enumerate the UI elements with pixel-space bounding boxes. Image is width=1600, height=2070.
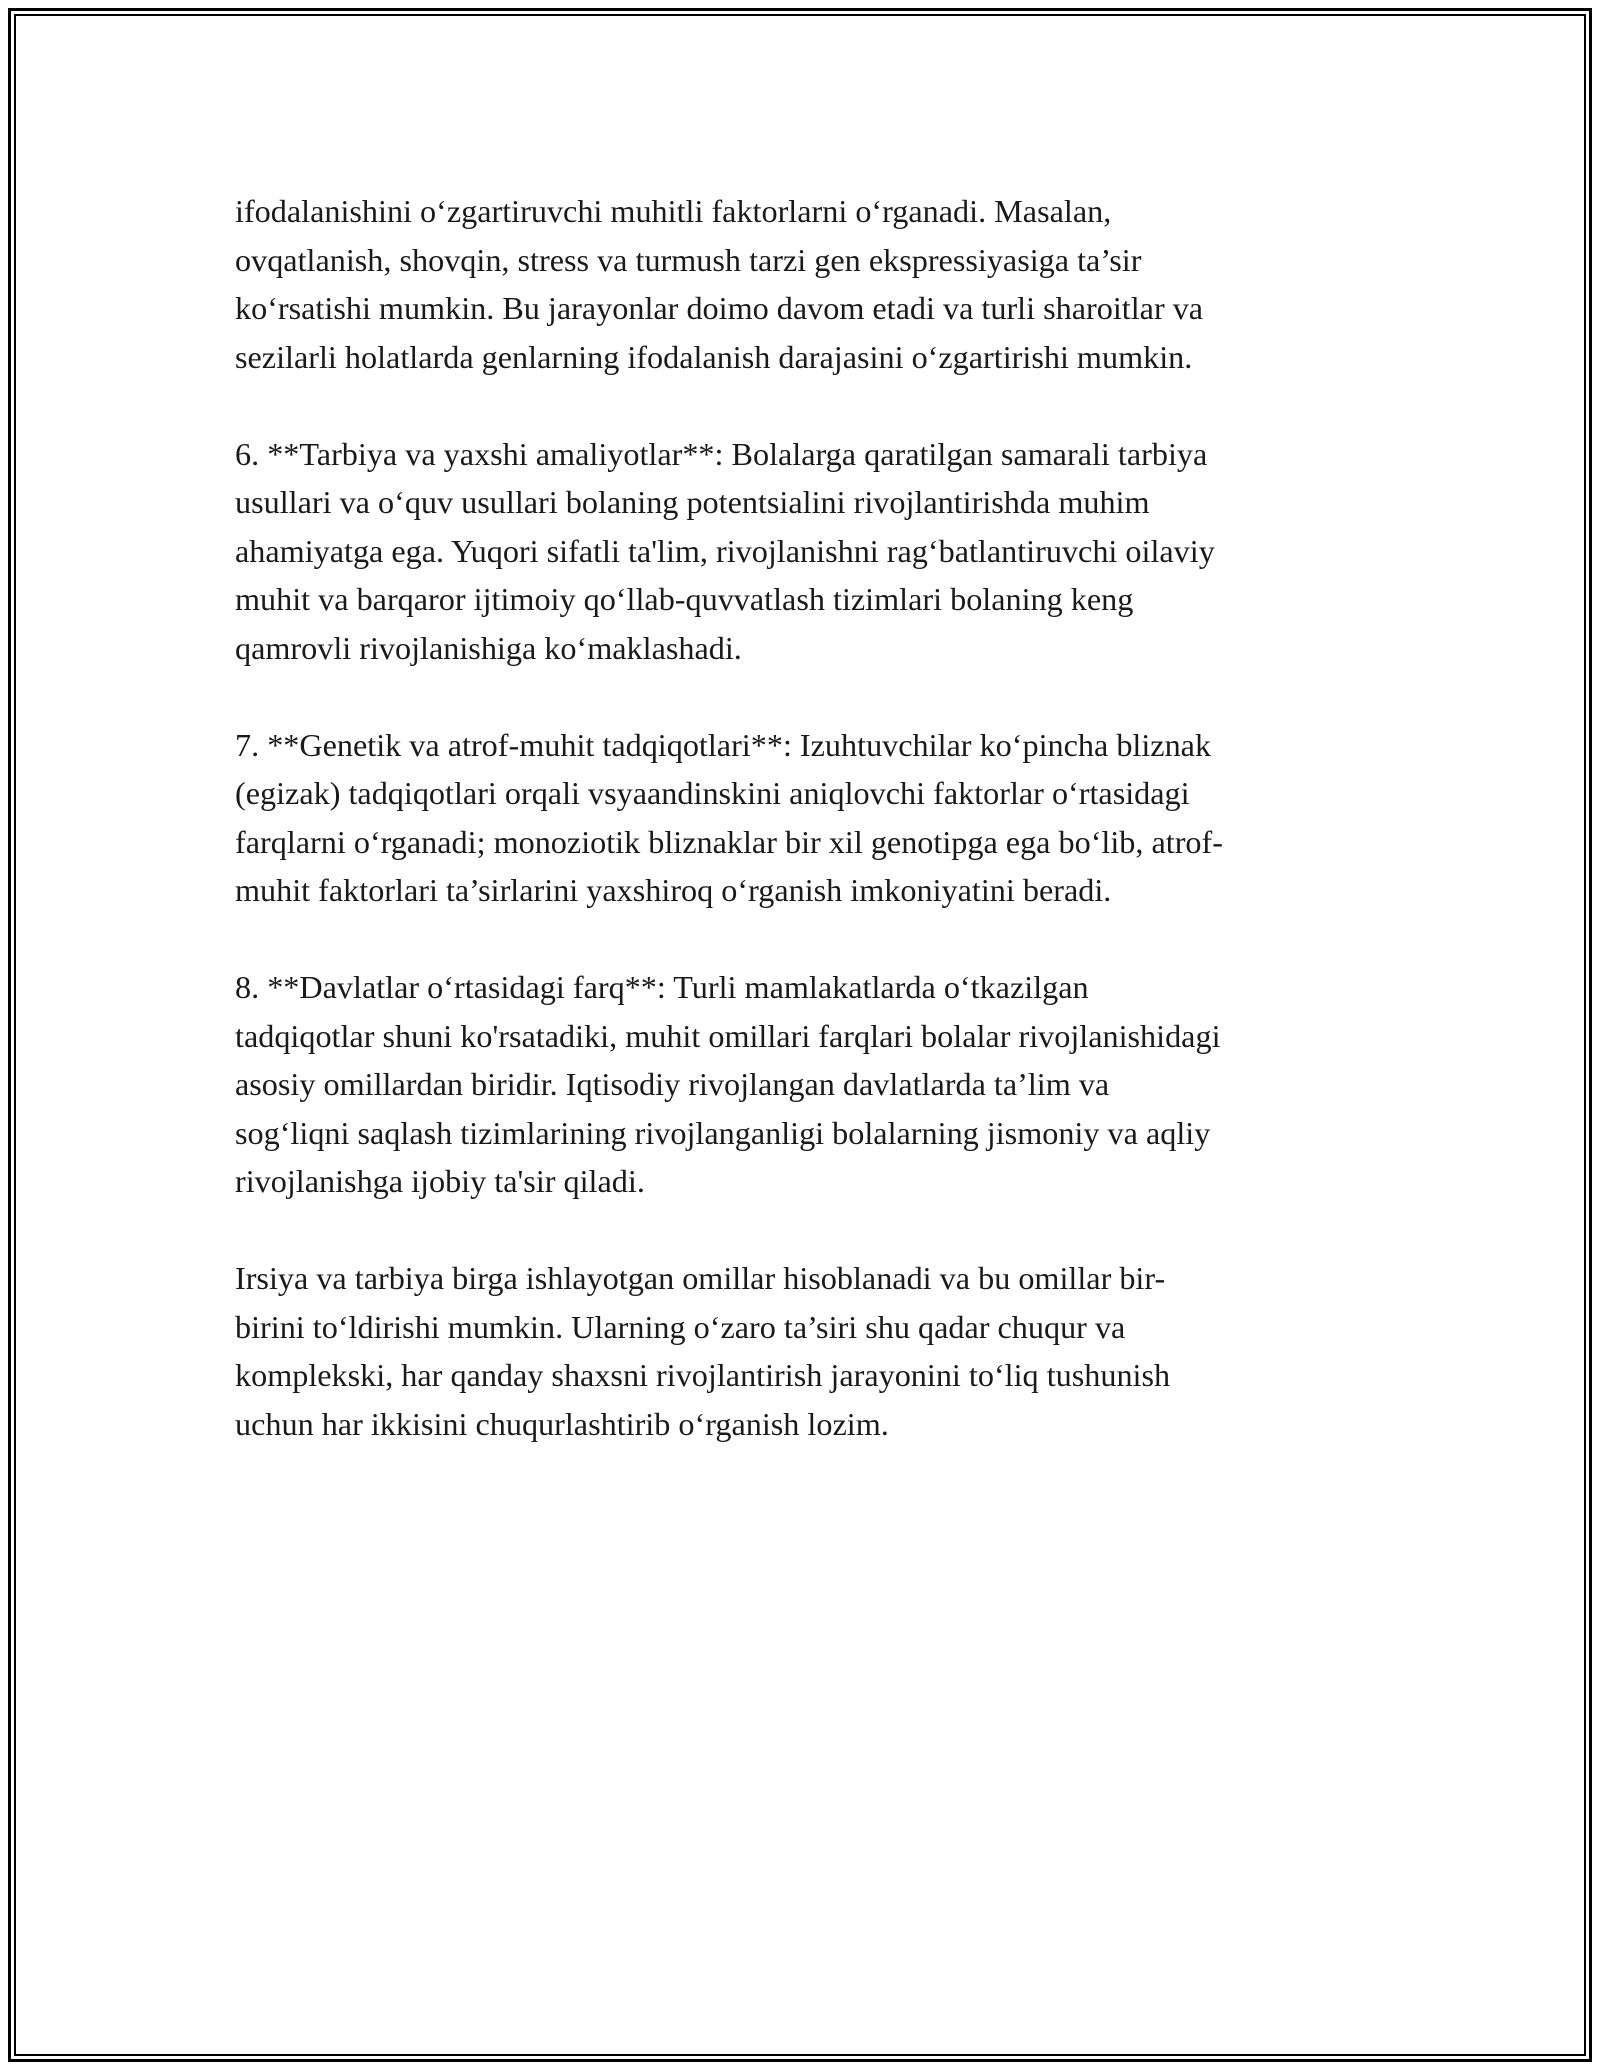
text-line: sezilarli holatlarda genlarning ifodalanish darajasini o‘zgartirishi mumkin. [235,338,1193,375]
text-line: ovqatlanish, shovqin, stress va turmush tarzi gen ekspressiyasiga ta’sir [235,241,1142,278]
text-line: asosiy omillardan biridir. Iqtisodiy rivojlangan davlatlarda ta’lim va [235,1066,1110,1102]
text-line: muhit faktorlari ta’sirlarini yaxshiroq o‘rganish imkoniyatini beradi. [235,872,1112,908]
paragraph-item-8 [235,963,1385,1206]
text-line: 7. **Genetik va atrof-muhit tadqiqotlari**: Izuhtuvchilar ko‘pincha bliznak [235,726,1212,763]
text-line: usullari va o‘quv usullari bolaning potentsialini rivojlantirishda muhim [235,484,1150,520]
text-line: uchun har ikkisini chuqurlashtirib o‘rganish lozim. [235,1405,889,1442]
document-body [235,187,1385,1497]
paragraph-gene-expression [235,187,1385,381]
text-line: birini to‘ldirishi mumkin. Ularning o‘zaro ta’siri shu qadar chuqur va [235,1308,1126,1345]
paragraph-item-7 [235,721,1385,915]
text-line: Irsiya va tarbiya birga ishlayotgan omillar hisoblanadi va bu omillar bir- [235,1260,1166,1296]
text-line: 8. **Davlatlar o‘rtasidagi farq**: Turli mamlakatlarda o‘tkazilgan [235,969,1089,1005]
text-line: (egizak) tadqiqotlari orqali vsyaandinskini aniqlovchi faktorlar o‘rtasidagi [235,775,1190,811]
text-line: ifodalanishini o‘zgartiruvchi muhitli faktorlarni o‘rganadi. Masalan, [235,193,1112,229]
text-line: sog‘liqni saqlash tizimlarining rivojlanganligi bolalarning jismoniy va aqliy [235,1114,1211,1151]
text-line: komplekski, har qanday shaxsni rivojlantirish jarayonini to‘liq tushunish [235,1357,1171,1393]
paragraph-conclusion [235,1254,1385,1448]
text-line: qamrovli rivojlanishiga ko‘maklashadi. [235,629,742,666]
text-line: ko‘rsatishi mumkin. Bu jarayonlar doimo davom etadi va turli sharoitlar va [235,290,1204,326]
text-line: rivojlanishga ijobiy ta'sir qiladi. [235,1163,645,1199]
text-line: 6. **Tarbiya va yaxshi amaliyotlar**: Bolalarga qaratilgan samarali tarbiya [235,435,1208,472]
text-line: muhit va barqaror ijtimoiy qo‘llab-quvvatlash tizimlari bolaning keng [235,581,1134,617]
paragraph-item-6 [235,430,1385,673]
text-line: tadqiqotlar shuni ko'rsatadiki, muhit omillari farqlari bolalar rivojlanishidagi [235,1017,1221,1054]
text-line: farqlarni o‘rganadi; monoziotik bliznaklar bir xil genotipga ega bo‘lib, atrof- [235,823,1223,860]
text-line: ahamiyatga ega. Yuqori sifatli ta'lim, rivojlanishni rag‘batlantiruvchi oilaviy [235,532,1215,569]
